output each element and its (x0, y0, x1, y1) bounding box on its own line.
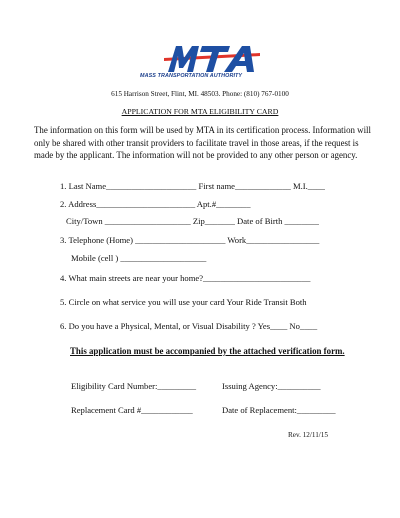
name-field-line[interactable]: 1. Last Name_____________________ First name_____________ M.I.____ (60, 181, 325, 191)
disability-field-line[interactable]: 6. Do you have a Physical, Mental, or Visual Disability ? Yes____ No____ (60, 321, 318, 331)
address-line: 615 Harrison Street, Flint, MI. 48503. Phone: (810) 767-0100 (111, 90, 289, 98)
form-title: APPLICATION FOR MTA ELIGIBILITY CARD (121, 107, 279, 116)
logo-letter-t (200, 46, 230, 72)
replacement-card-field[interactable]: Replacement Card #____________ (71, 405, 193, 415)
city-field-line[interactable]: City/Town ____________________ Zip_______ Date of Birth ________ (66, 216, 319, 226)
logo-tagline: MASS TRANSPORTATION AUTHORITY (140, 73, 243, 79)
logo-letter-m (168, 46, 199, 72)
intro-paragraph: The information on this form will be used by MTA in its certification process. Information will only be shared with other transit providers to facilitate travel in those areas, if the request is made by the applicant. The information will not be provided to any other person or agency. (34, 125, 371, 160)
streets-field-line[interactable]: 4. What main streets are near your home?_________________________ (60, 273, 311, 283)
date-of-replacement-field[interactable]: Date of Replacement:_________ (222, 405, 336, 415)
service-field-line[interactable]: 5. Circle on what service you will use your card Your Ride Transit Both (60, 297, 307, 307)
mobile-field-line[interactable]: Mobile (cell ) ____________________ (71, 253, 207, 263)
address-field-line[interactable]: 2. Address_______________________ Apt.#________ (60, 199, 251, 209)
telephone-field-line[interactable]: 3. Telephone (Home) _____________________ Work_________________ (60, 235, 320, 245)
mta-logo-graphic (162, 44, 262, 74)
revision-date: Rev. 12/11/15 (288, 431, 328, 439)
verification-requirement: This application must be accompanied by the attached verification form. (70, 346, 345, 356)
eligibility-card-number-field[interactable]: Eligibility Card Number:_________ (71, 381, 197, 391)
issuing-agency-field[interactable]: Issuing Agency:__________ (222, 381, 321, 391)
